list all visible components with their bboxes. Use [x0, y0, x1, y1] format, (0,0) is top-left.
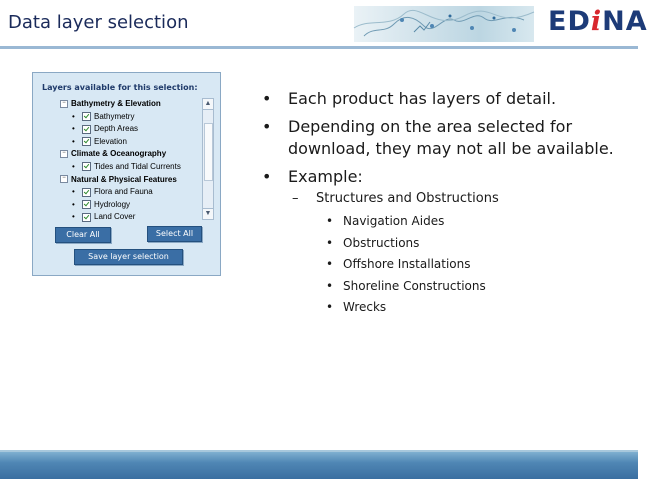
- layer-item[interactable]: [60, 211, 202, 224]
- checkbox-checked-icon[interactable]: [82, 188, 91, 197]
- layer-item[interactable]: [60, 123, 202, 136]
- sub-sub-bullet-item: [262, 211, 632, 233]
- collapse-icon[interactable]: −: [60, 175, 68, 183]
- checkbox-checked-icon[interactable]: [82, 125, 91, 134]
- bullet-icon: •: [326, 235, 334, 250]
- bullet-list: [262, 88, 632, 319]
- bullet-icon: •: [72, 187, 75, 197]
- bullet-icon: •: [72, 111, 75, 121]
- sub-sub-bullet-text: Shoreline Constructions: [343, 278, 486, 293]
- sub-sub-bullet-text: Obstructions: [343, 235, 420, 250]
- bullet-icon: •: [72, 161, 75, 171]
- sub-sub-bullet-item: [262, 297, 632, 319]
- layer-category[interactable]: [60, 148, 202, 161]
- title-divider: [0, 46, 638, 49]
- bullet-icon: •: [72, 136, 75, 146]
- checkbox-checked-icon[interactable]: [82, 200, 91, 209]
- layer-item-label: Hydrology: [94, 199, 131, 209]
- layer-item-label: Tides and Tidal Currents: [94, 161, 181, 171]
- bullet-icon: •: [326, 257, 334, 271]
- layer-item-label: Elevation: [94, 136, 127, 146]
- edina-logo: [548, 6, 648, 37]
- layer-category[interactable]: [60, 174, 202, 187]
- bullet-text: Depending on the area selected for download, they may not all be available.: [288, 117, 614, 158]
- bullet-icon: •: [262, 117, 272, 136]
- scroll-up-arrow-icon[interactable]: ▲: [203, 99, 213, 110]
- bullet-item: [262, 88, 632, 110]
- select-all-button[interactable]: Select All: [147, 226, 202, 242]
- layer-item-label: Bathymetry: [94, 111, 135, 121]
- layer-item[interactable]: [60, 161, 202, 174]
- clear-all-button[interactable]: Clear All: [55, 227, 111, 243]
- scroll-down-arrow-icon[interactable]: ▼: [204, 210, 212, 217]
- logo-part-3: NA: [602, 6, 648, 37]
- category-label: Bathymetry & Elevation: [71, 99, 161, 108]
- checkbox-checked-icon[interactable]: [82, 112, 91, 121]
- category-label: Natural & Physical Features: [71, 174, 177, 184]
- sub-sub-bullet-item: [262, 276, 632, 298]
- logo-part-2: i: [590, 6, 603, 37]
- layer-item[interactable]: [60, 186, 202, 199]
- bullet-item: [262, 116, 632, 160]
- logo-part-1: ED: [548, 6, 591, 37]
- checkbox-checked-icon[interactable]: [82, 213, 91, 222]
- save-layer-selection-button[interactable]: Save layer selection: [74, 249, 183, 265]
- layer-list: [60, 98, 202, 222]
- dash-icon: –: [292, 191, 299, 206]
- bullet-text: Each product has layers of detail.: [288, 89, 557, 108]
- bullet-item: [262, 166, 632, 188]
- bullet-icon: •: [72, 199, 75, 209]
- layer-item[interactable]: [60, 111, 202, 124]
- bullet-icon: •: [262, 167, 272, 186]
- layer-item-label: Land Cover: [94, 212, 136, 222]
- footer-band: [0, 452, 638, 479]
- collapse-icon[interactable]: −: [60, 150, 68, 158]
- layer-item-label: Depth Areas: [94, 124, 139, 134]
- panel-heading: Layers available for this selection:: [42, 83, 198, 92]
- sub-sub-bullet-item: [262, 233, 632, 255]
- scroll-thumb[interactable]: [204, 123, 213, 181]
- layer-category[interactable]: [60, 98, 202, 111]
- sub-sub-bullet-text: Offshore Installations: [343, 257, 471, 271]
- sub-sub-bullet-text: Wrecks: [343, 300, 387, 314]
- collapse-icon[interactable]: −: [60, 100, 68, 108]
- sub-bullet-item: [262, 190, 632, 208]
- banner-map-image: [354, 6, 534, 42]
- bullet-icon: •: [262, 89, 272, 108]
- sub-sub-bullet-item: [262, 254, 632, 276]
- sub-bullet-text: Structures and Obstructions: [316, 191, 499, 206]
- bullet-icon: •: [72, 212, 75, 222]
- bullet-icon: •: [326, 300, 334, 314]
- category-label: Climate & Oceanography: [71, 149, 167, 159]
- layer-item-label: Flora and Fauna: [94, 187, 153, 197]
- sub-sub-bullet-text: Navigation Aides: [343, 214, 445, 228]
- bullet-icon: •: [72, 124, 75, 134]
- page-title: Data layer selection: [8, 12, 189, 33]
- layer-item[interactable]: [60, 136, 202, 149]
- checkbox-checked-icon[interactable]: [82, 162, 91, 171]
- layer-list-scrollbar[interactable]: [202, 98, 214, 220]
- bullet-text: Example:: [288, 167, 363, 186]
- map-graphic: [354, 6, 534, 42]
- bullet-icon: •: [326, 278, 334, 293]
- layer-item[interactable]: [60, 199, 202, 212]
- checkbox-checked-icon[interactable]: [82, 137, 91, 146]
- bullet-icon: •: [326, 214, 334, 228]
